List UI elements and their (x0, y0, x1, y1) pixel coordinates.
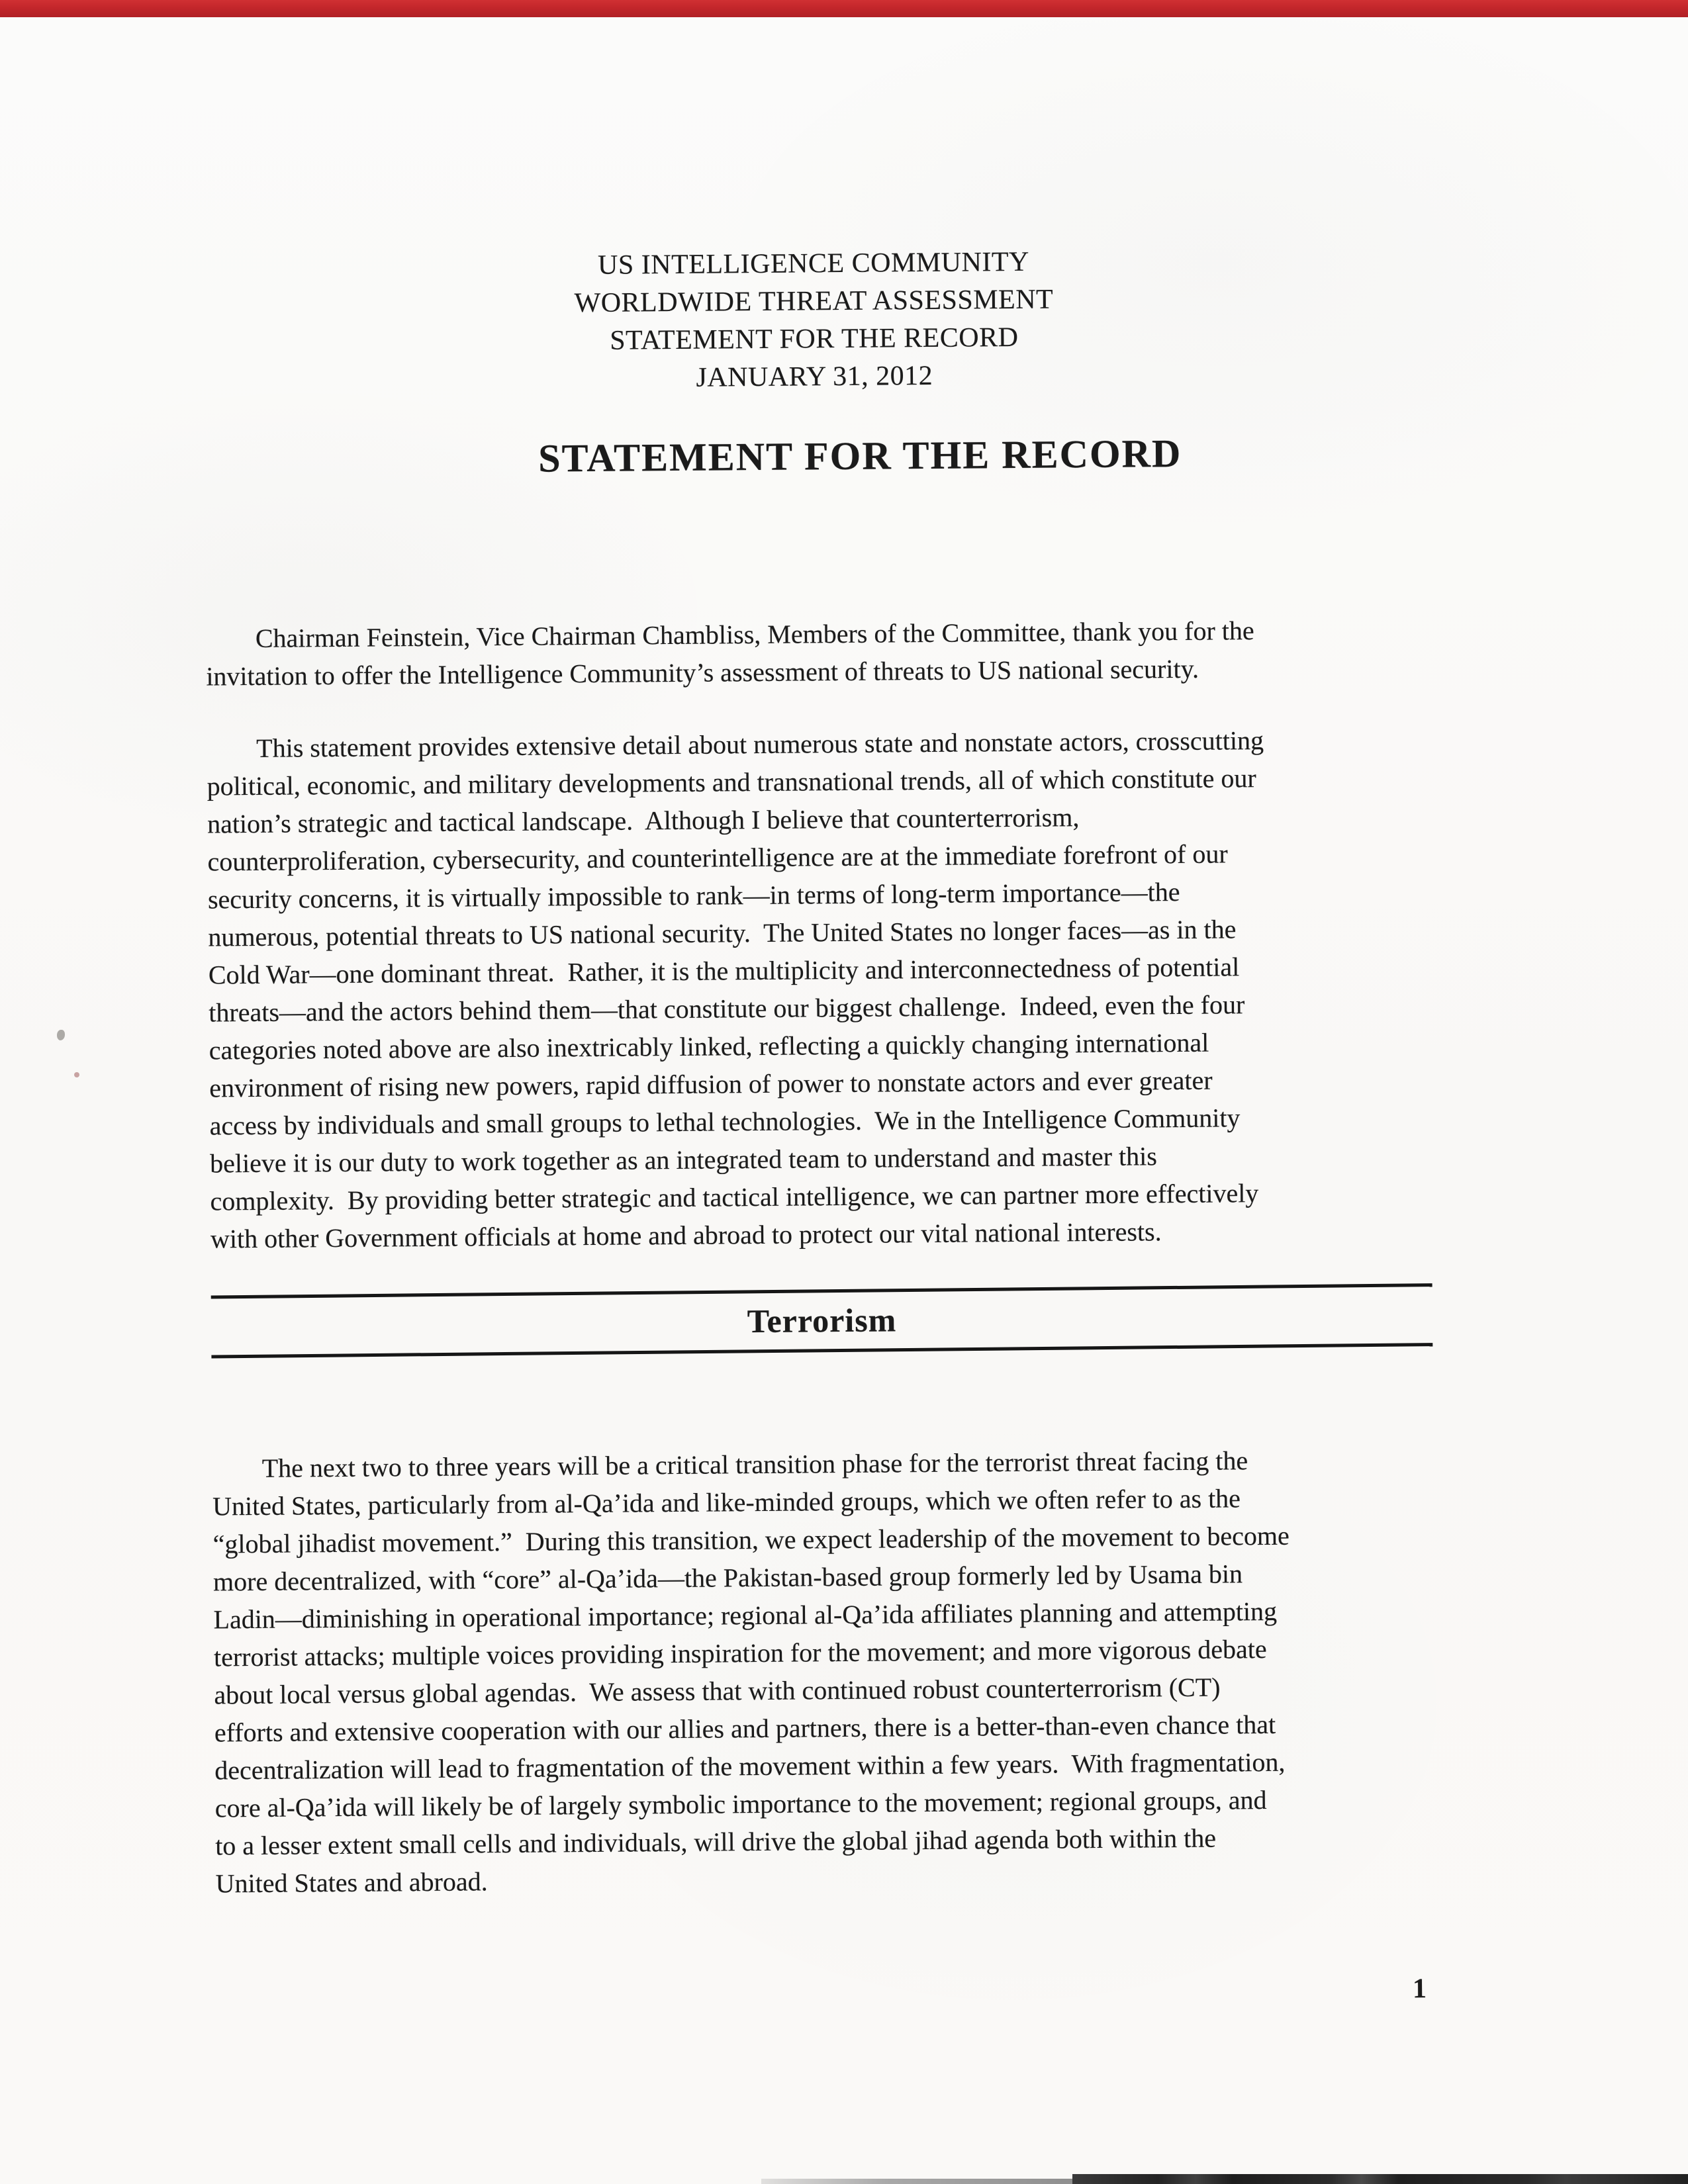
text-line: political, economic, and military developments and transnational trends, all of which constitute our (207, 763, 1256, 801)
scan-artifact-bottom-gray-bar (761, 2179, 1072, 2184)
text-line: Chairman Feinstein, Vice Chairman Chambliss, Members of the Committee, thank you for the (255, 615, 1254, 653)
text-line: United States and abroad. (215, 1866, 488, 1899)
text-line: United States, particularly from al-Qa’ida and like-minded groups, which we often refer to as the (212, 1483, 1241, 1522)
document-header (203, 240, 1425, 400)
text-line: threats—and the actors behind them—that constitute our biggest challenge. Indeed, even the four (209, 989, 1245, 1028)
text-line: environment of rising new powers, rapid diffusion of power to nonstate actors and ever greater (209, 1065, 1213, 1103)
text-line: nation’s strategic and tactical landscape. Although I believe that counterterrorism, (207, 802, 1080, 839)
text-line: numerous, potential threats to US national security. The United States no longer faces—as in the (208, 914, 1237, 952)
text-line: security concerns, it is virtually impossible to rank—in terms of long-term importance—the (207, 877, 1180, 915)
text-line: WORLDWIDE THREAT ASSESSMENT (574, 284, 1054, 319)
page-number: 1 (1412, 1974, 1427, 2005)
paragraph-intro (206, 610, 1428, 695)
text-line: core al-Qa’ida will likely be of largely symbolic importance to the movement; regional groups, and (214, 1785, 1267, 1823)
text-line: This statement provides extensive detail about numerous state and nonstate actors, crosscutting (256, 725, 1264, 763)
text-line: The next two to three years will be a critical transition phase for the terrorist threat facing the (261, 1445, 1248, 1483)
text-line: with other Government officials at home and abroad to protect our vital national interests. (210, 1216, 1162, 1254)
text-line: “global jihadist movement.” During this transition, we expect leadership of the movement to become (212, 1520, 1289, 1559)
paragraph-terrorism (212, 1440, 1437, 1902)
text-line: STATEMENT FOR THE RECORD (610, 322, 1019, 356)
text-line: Ladin—diminishing in operational importance; regional al-Qa’ida affiliates planning and attempting (213, 1596, 1278, 1635)
text-line: to a lesser extent small cells and individuals, will drive the global jihad agenda both within the (215, 1823, 1217, 1861)
scan-artifact-top-red-bar (0, 0, 1688, 17)
text-column (201, 0, 1436, 1902)
section-terrorism-header (211, 1285, 1433, 1357)
text-line: decentralization will lead to fragmentation of the movement within a few years. With fragmentation, (214, 1747, 1286, 1786)
document-title: STATEMENT FOR THE RECORD (538, 431, 1182, 480)
text-line: complexity. By providing better strategic and tactical intelligence, we can partner more effectively (210, 1178, 1259, 1216)
text-line: efforts and extensive cooperation with our allies and partners, there is a better-than-even chance that (214, 1709, 1276, 1748)
scan-artifact-speck (74, 1072, 79, 1077)
text-line: counterproliferation, cybersecurity, and counterintelligence are at the immediate forefront of our (207, 839, 1228, 877)
paragraph-overview (207, 720, 1432, 1257)
text-line: believe it is our duty to work together as an integrated team to understand and master this (209, 1141, 1157, 1179)
text-line: categories noted above are also inextricably linked, reflecting a quickly changing international (209, 1027, 1209, 1066)
text-line: invitation to offer the Intelligence Community’s assessment of threats to US national security. (206, 653, 1199, 692)
section-heading-terrorism: Terrorism (747, 1301, 897, 1340)
text-line: about local versus global agendas. We assess that with continued robust counterterrorism (CT) (214, 1672, 1221, 1710)
scan-artifact-bottom-dark-bar (1072, 2174, 1688, 2184)
text-line: terrorist attacks; multiple voices providing inspiration for the movement; and more vigorous debate (213, 1634, 1267, 1672)
text-line: more decentralized, with “core” al-Qa’ida—the Pakistan-based group formerly led by Usama bin (212, 1559, 1243, 1597)
text-line: JANUARY 31, 2012 (696, 360, 933, 393)
text-line: US INTELLIGENCE COMMUNITY (597, 246, 1030, 281)
text-line: access by individuals and small groups to lethal technologies. We in the Intelligence Community (209, 1103, 1241, 1141)
text-line: Cold War—one dominant threat. Rather, it is the multiplicity and interconnectedness of potential (208, 952, 1240, 990)
